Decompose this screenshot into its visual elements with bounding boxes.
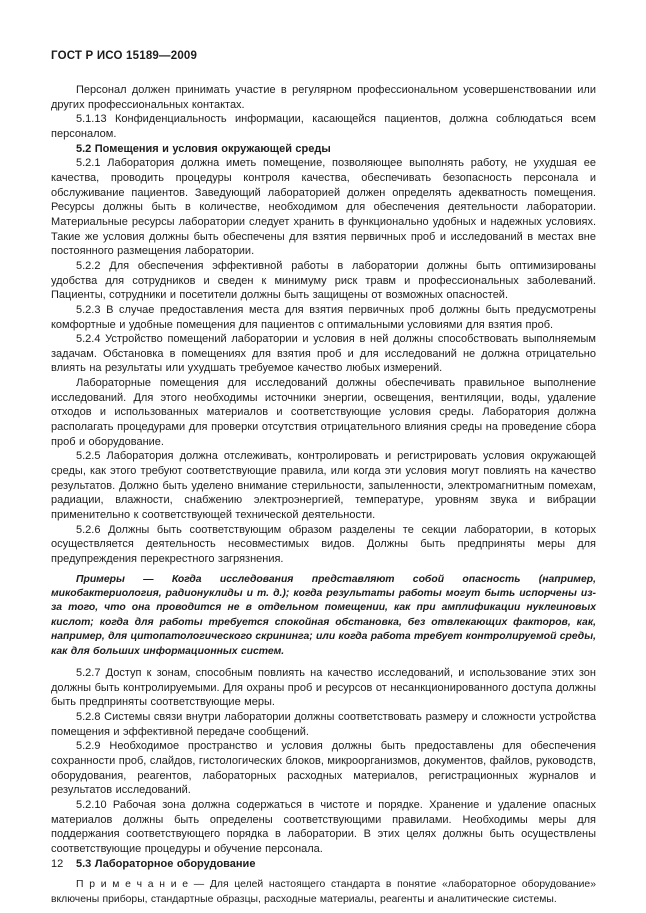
section-heading-5-3: 5.3 Лабораторное оборудование xyxy=(76,857,256,870)
paragraph-5-2-10: 5.2.10 Рабочая зона должна содержаться в чистоте и порядке. Хранение и удаление опасных материалов должны быть определены соответствующими правилами. Необходимы меры для поддержания соответствующего порядка в лаборатории. В этих целях должны быть осуществлены соответствующие процедуры и обучение персонала. xyxy=(51,799,596,855)
paragraph-5-2-4-cont: Лабораторные помещения для исследований должны обеспечивать правильное выполнение исследований. Для этого необходимы источники энергии, освещения, вентиляции, воды, удаление отходов и использованных материалов и соответствующие условия среды. Лаборатория должна располагать процедурами для проверки отсутствия отрицательного влияния среды на проведение сбора проб и оборудование. xyxy=(51,377,596,448)
paragraph-5-2-9: 5.2.9 Необходимое пространство и условия должны быть предоставлены для обеспечения сохранности проб, слайдов, гистологических блоков, микроорганизмов, документов, файлов, руководств, оборудования, реагентов, лабораторных расходных материалов, регистрационных журналов и результатов исследований. xyxy=(51,740,596,797)
paragraph-5-2-3: 5.2.3 В случае предоставления места для взятия первичных проб должны быть предусмотрены комфортные и удобные помещения для пациентов с оптимальными условиями для взятия проб. xyxy=(51,303,596,331)
paragraph-5-2-6: 5.2.6 Должны быть соответствующим образом разделены те секции лаборатории, в которых осуществляется деятельность несовместимых видов. Должны быть предприняты меры для предупреждения перекрестного загрязнения. xyxy=(51,523,596,565)
document-header: ГОСТ Р ИСО 15189—2009 xyxy=(51,50,198,62)
page-number: 12 xyxy=(51,858,64,870)
examples-block: Примеры — Когда исследования представляют собой опасность (например, микобактериология, радионуклиды и т. д.); когда результаты работы могут быть испорчены из-за того, что она проводится не в отдельном помещении, как при амплификации нуклеиновых кислот; когда для работы требуется спокойная обстановка, без отвлекающих факторов, как, например, для цитопатологического скрининга; или когда работа требует контролируемой среды, как для больших информационных систем. xyxy=(51,573,596,657)
paragraph-5-2-5: 5.2.5 Лаборатория должна отслеживать, контролировать и регистрировать условия окружающей среды, как этого требуют соответствующие правила, или когда эти условия могут повлиять на качество результатов. Должно быть уделено внимание стерильности, запыленности, электромагнитным помехам, радиации, влажности, снабжению электроэнергией, температуре, уровням звука и вибрации применительно к соответствующей технической деятельности. xyxy=(51,450,596,522)
paragraph-5-1-13: 5.1.13 Конфиденциальность информации, касающейся пациентов, должна соблюдаться всем персоналом. xyxy=(51,113,596,140)
section-heading-5-2: 5.2 Помещения и условия окружающей среды xyxy=(76,142,331,155)
paragraph-5-2-4: 5.2.4 Устройство помещений лаборатории и условия в ней должны способствовать выполняемым задачам. Обстановка в помещениях для взятия проб и для исследований не должна отрицательно влиять на результаты или ухудшать требуемое качество любых измерений. xyxy=(51,333,596,375)
note-block: П р и м е ч а н и е — Для целей настоящего стандарта в понятие «лабораторное оборудование» включены приборы, стандартные образцы, расходные материалы, реагенты и аналитические системы. xyxy=(51,879,596,905)
page-content xyxy=(51,50,596,907)
paragraph-5-2-2: 5.2.2 Для обеспечения эффективной работы в лаборатории должны быть оптимизированы удобства для сотрудников и сведен к минимуму риск травм и профессиональных заболеваний. Пациенты, сотрудники и посетители должны быть защищены от возможных опасностей. xyxy=(51,259,596,302)
paragraph-5-2-1: 5.2.1 Лаборатория должна иметь помещение, позволяющее выполнять работу, не ухудшая ее качества, проводить процедуры контроля качества, обеспечивать безопасность персонала и обслуживание пациентов. Заведующий лабораторией должен определять адекватность помещения. Ресурсы должны быть в количестве, необходимом для обеспечения деятельности лаборатории. Материальные ресурсы лаборатории следует хранить в функционально удобных и надежных условиях. Такие же условия должны быть обеспечены для взятия первичных проб и исследований в местах вне постоянного размещения лаборатории. xyxy=(51,157,596,258)
paragraph-intro: Персонал должен принимать участие в регулярном профессиональном усовершенствовании или других профессиональных контактах. xyxy=(51,84,596,111)
paragraph-5-2-8: 5.2.8 Системы связи внутри лаборатории должны соответствовать размеру и сложности устройства помещения и эффективной передаче сообщений. xyxy=(51,711,596,738)
paragraph-5-2-7: 5.2.7 Доступ к зонам, способным повлиять на качество исследований, и использование этих зон должны быть контролируемыми. Для охраны проб и ресурсов от несанкционированного доступа должны быть предприняты соответствующие меры. xyxy=(51,667,596,709)
